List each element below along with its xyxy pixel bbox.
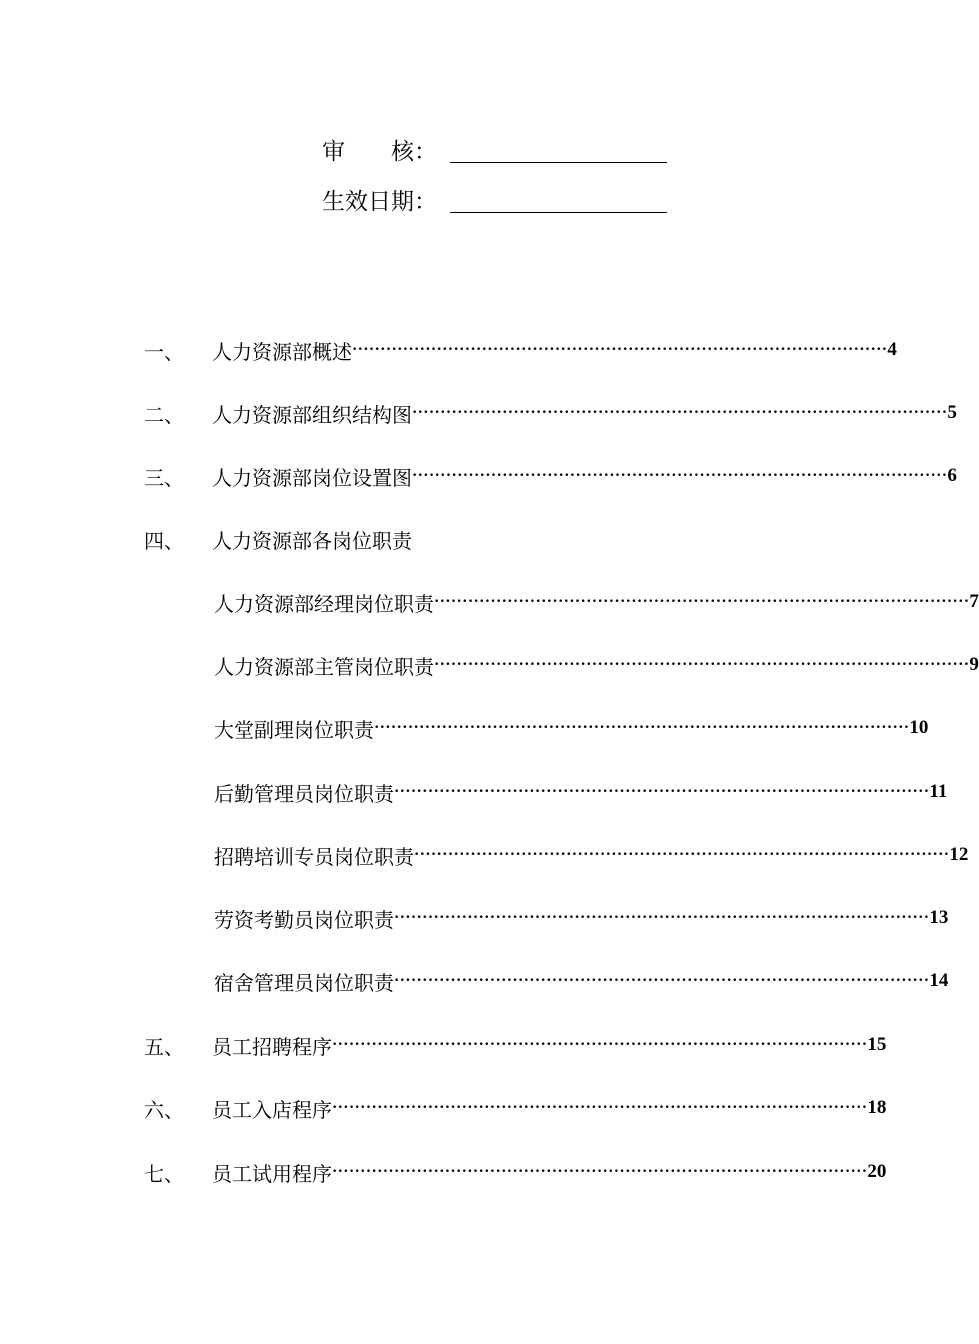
toc-entry bbox=[212, 1030, 887, 1060]
toc-page: 20 bbox=[867, 1161, 887, 1182]
toc-page: 10 bbox=[909, 717, 929, 738]
toc-title: 劳资考勤员岗位职责 bbox=[214, 907, 394, 932]
toc-title: 宿舍管理员岗位职责 bbox=[214, 970, 394, 995]
review-line bbox=[322, 136, 667, 166]
effective-date-line bbox=[322, 186, 667, 216]
toc-title: 大堂副理岗位职责 bbox=[214, 717, 374, 742]
toc-entry bbox=[212, 525, 782, 554]
review-blank bbox=[450, 138, 667, 163]
toc-title: 员工入店程序 bbox=[212, 1097, 332, 1122]
effective-date-blank bbox=[450, 188, 667, 213]
toc-leader: ······························································································· bbox=[332, 1036, 868, 1053]
toc-page: 12 bbox=[949, 844, 969, 865]
toc-title: 人力资源部经理岗位职责 bbox=[214, 591, 434, 616]
toc-leader: ······························································································· bbox=[394, 909, 930, 926]
toc-number: 六、 bbox=[144, 1097, 184, 1122]
toc-title: 人力资源部各岗位职责 bbox=[212, 528, 412, 553]
toc-entry bbox=[214, 587, 979, 617]
toc-number: 五、 bbox=[144, 1034, 184, 1059]
toc-leader: ······························································································· bbox=[332, 1163, 868, 1180]
toc-number: 四、 bbox=[144, 528, 184, 553]
toc-leader: ······························································································· bbox=[412, 467, 948, 484]
toc-leader: ······························································································· bbox=[394, 972, 930, 989]
toc-page: 18 bbox=[867, 1097, 887, 1118]
toc-entry bbox=[212, 335, 897, 365]
toc-title: 员工招聘程序 bbox=[212, 1034, 332, 1059]
toc-title: 人力资源部概述 bbox=[212, 339, 352, 364]
toc-page: 13 bbox=[929, 907, 949, 928]
effective-date-label: 生效日期： bbox=[322, 189, 437, 215]
toc-number: 三、 bbox=[144, 465, 184, 490]
toc-leader: ······························································································· bbox=[374, 719, 910, 736]
toc-page: 5 bbox=[947, 402, 957, 423]
toc-page: 11 bbox=[929, 781, 948, 802]
toc-page: 9 bbox=[969, 654, 979, 675]
toc-entry bbox=[214, 777, 948, 807]
toc-entry bbox=[212, 398, 957, 428]
toc-number: 七、 bbox=[144, 1161, 184, 1186]
toc-entry bbox=[212, 1093, 887, 1123]
toc-page: 6 bbox=[947, 465, 957, 486]
toc-leader: ······························································································· bbox=[434, 656, 970, 673]
toc-title: 后勤管理员岗位职责 bbox=[214, 781, 394, 806]
toc-leader: ······························································································· bbox=[434, 593, 970, 610]
toc-entry bbox=[212, 1157, 887, 1187]
toc-title: 员工试用程序 bbox=[212, 1161, 332, 1186]
toc-leader: ······························································································· bbox=[414, 846, 950, 863]
toc-entry bbox=[214, 840, 969, 870]
toc-leader: ······························································································· bbox=[412, 404, 948, 421]
toc-entry bbox=[214, 713, 929, 743]
toc-page: 7 bbox=[969, 591, 979, 612]
toc-entry bbox=[212, 461, 957, 491]
toc-entry bbox=[214, 966, 949, 996]
toc-leader: ······························································································· bbox=[352, 341, 888, 358]
toc-leader: ······························································································· bbox=[332, 1099, 868, 1116]
toc-entry bbox=[214, 903, 949, 933]
toc-number: 一、 bbox=[144, 339, 184, 364]
toc-leader: ······························································································· bbox=[394, 783, 930, 800]
review-label: 审 核： bbox=[322, 139, 437, 165]
toc-title: 人力资源部岗位设置图 bbox=[212, 465, 412, 490]
toc-page: 4 bbox=[887, 339, 897, 360]
toc-title: 人力资源部主管岗位职责 bbox=[214, 654, 434, 679]
toc-number: 二、 bbox=[144, 402, 184, 427]
toc-title: 人力资源部组织结构图 bbox=[212, 402, 412, 427]
toc-page: 14 bbox=[929, 970, 949, 991]
toc-entry bbox=[214, 650, 979, 680]
toc-title: 招聘培训专员岗位职责 bbox=[214, 844, 414, 869]
toc-page: 15 bbox=[867, 1034, 887, 1055]
